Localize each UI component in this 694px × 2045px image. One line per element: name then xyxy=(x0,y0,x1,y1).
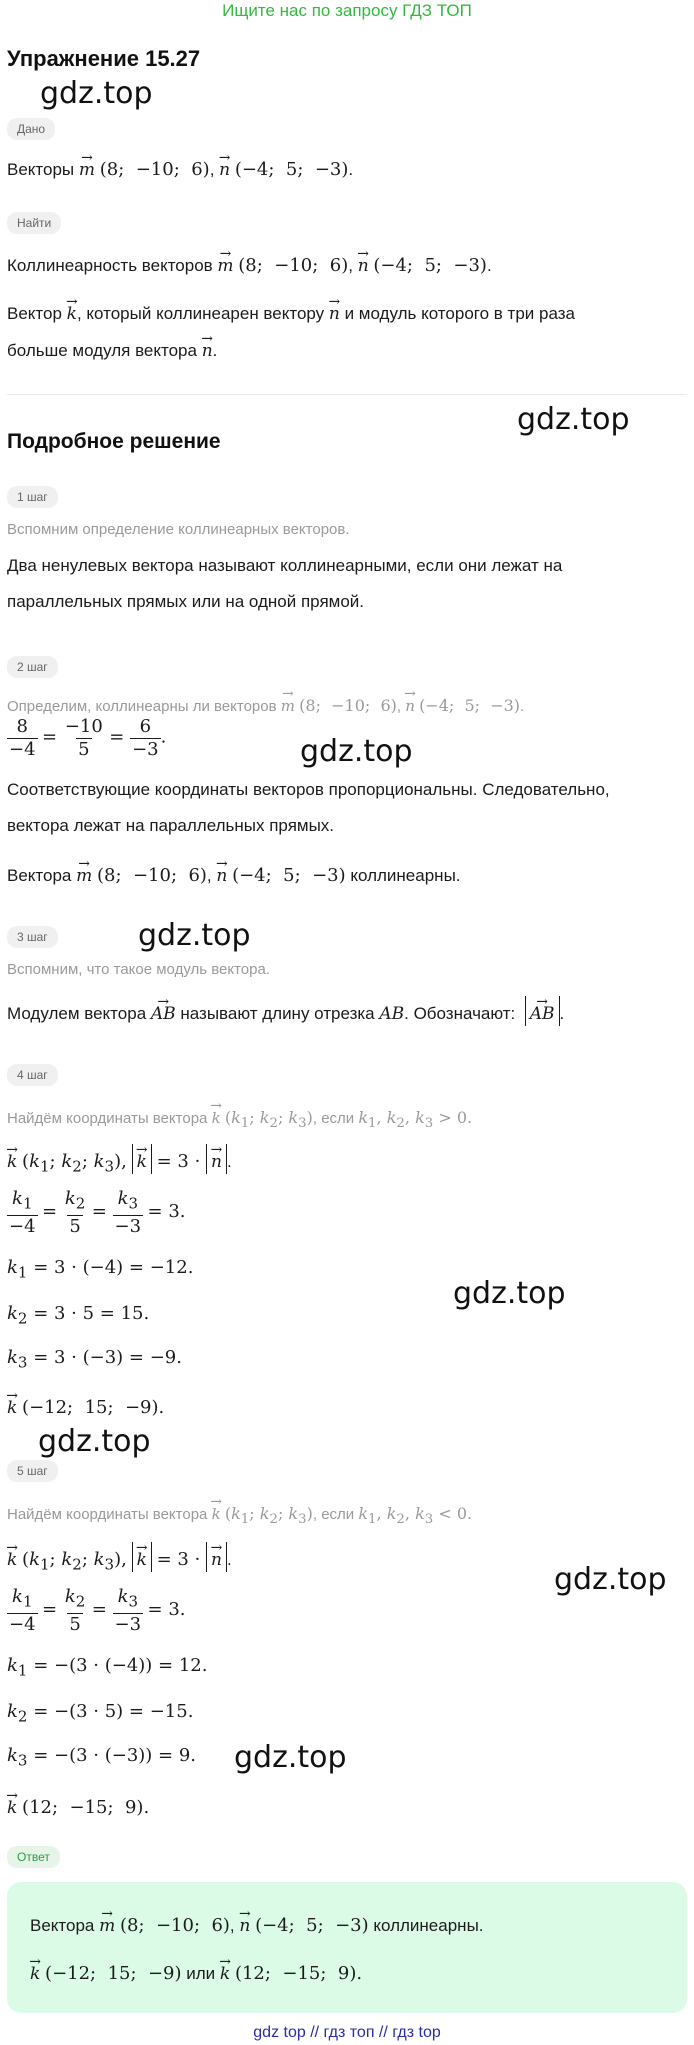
find-badge: Найти xyxy=(7,212,61,234)
step-2-badge: 2 шаг xyxy=(7,656,58,678)
watermark: gdz.top xyxy=(40,76,153,111)
step-4-line-2: $\frac{k_1}{-4}$ = $\frac{k_2}{5}$ = $\frac{k_3}{-3}$ = 3. xyxy=(9,1188,186,1237)
step-4-line-4: $k_2 = 3 \cdot 5 = 15$. xyxy=(7,1303,150,1328)
find-vector-k: Вектор → k, который коллинеарен вектору → n и модуль которого в три раза xyxy=(7,296,575,326)
answer-badge: Ответ xyxy=(7,1846,60,1868)
step-4-line-6: → k (−12; 15; −9). xyxy=(7,1390,164,1420)
watermark: gdz.top xyxy=(38,1424,151,1459)
step-5-badge: 5 шаг xyxy=(7,1460,58,1482)
step-5-line-2: $\frac{k_1}{-4}$ = $\frac{k_2}{5}$ = $\frac{k_3}{-3}$ = 3. xyxy=(9,1586,186,1635)
step-5-line-3: $k_1 = -(3 \cdot (-4)) = 12$. xyxy=(7,1655,208,1680)
step-4-hint: Найдём координаты вектора → k ($k_1$; $k_2$; $k_3$), если $k_1$, $k_2$, $k_3 > 0$. xyxy=(7,1100,472,1136)
step-5-line-6: → k (12; −15; 9). xyxy=(7,1790,149,1820)
watermark: gdz.top xyxy=(554,1562,667,1597)
watermark: gdz.top xyxy=(300,734,413,769)
step-4-line-5: $k_3 = 3 \cdot (-3) = -9$. xyxy=(7,1347,182,1372)
step-3-text: Модулем вектора → AB называют длину отрезка AB. Обозначают: → AB . xyxy=(7,996,564,1026)
step-2-hint: Определим, коллинеарны ли векторов → m (8; −10; 6), → n (−4; 5; −3). xyxy=(7,688,524,719)
step-1-text: Два ненулевых вектора называют коллинеарными, если они лежат на xyxy=(7,556,563,575)
find-vector-k-2: больше модуля вектора → n. xyxy=(7,333,217,363)
solution-title: Подробное решение xyxy=(7,430,221,453)
given-text: Векторы → m (8; −10; 6), → n (−4; 5; −3). xyxy=(7,152,353,182)
divider xyxy=(7,394,687,395)
answer-line-1: Вектора → m (8; −10; 6), → n (−4; 5; −3) коллинеарны. xyxy=(30,1908,484,1938)
step-4-line-3: $k_1 = 3 \cdot (-4) = -12$. xyxy=(7,1257,194,1282)
watermark: gdz.top xyxy=(234,1740,347,1775)
exercise-title: Упражнение 15.27 xyxy=(7,46,201,71)
step-2-proportion: $\frac{8}{-4}$ = $\frac{-10}{5}$ = $\frac{6}{-3}$ . xyxy=(9,716,167,760)
watermark: gdz.top xyxy=(138,918,251,953)
step-5-line-4: $k_2 = -(3 \cdot 5) = -15$. xyxy=(7,1701,194,1726)
step-1-hint: Вспомним определение коллинеарных векторов. xyxy=(7,521,350,538)
find-collinearity: Коллинеарность векторов → m (8; −10; 6), → n (−4; 5; −3). xyxy=(7,248,492,278)
given-badge: Дано xyxy=(7,118,55,140)
step-4-line-1: → k ($k_1$; $k_2$; $k_3$), → k = 3 · → n . xyxy=(7,1144,232,1179)
step-2-text-2: вектора лежат на параллельных прямых. xyxy=(7,816,335,835)
step-1-text-2: параллельных прямых или на одной прямой. xyxy=(7,592,365,611)
step-2-text: Соответствующие координаты векторов пропорциональны. Следовательно, xyxy=(7,780,610,799)
step-1-badge: 1 шаг xyxy=(7,486,58,508)
watermark: gdz.top xyxy=(453,1276,566,1311)
top-banner[interactable]: Ищите нас по запросу ГДЗ ТОП xyxy=(222,1,472,20)
step-5-hint: Найдём координаты вектора → k ($k_1$; $k_2$; $k_3$), если $k_1$, $k_2$, $k_3 < 0$. xyxy=(7,1496,472,1532)
step-2-conclusion: Вектора → m (8; −10; 6), → n (−4; 5; −3) коллинеарны. xyxy=(7,858,461,888)
answer-line-2: → k (−12; 15; −9) или → k (12; −15; 9). xyxy=(30,1956,362,1986)
step-5-line-1: → k ($k_1$; $k_2$; $k_3$), → k = 3 · → n . xyxy=(7,1542,232,1577)
step-3-badge: 3 шаг xyxy=(7,926,58,948)
watermark: gdz.top xyxy=(517,402,630,437)
footer-links[interactable]: gdz top // гдз топ // гдз top xyxy=(253,2024,441,2041)
step-5-line-5: $k_3 = -(3 \cdot (-3)) = 9$. xyxy=(7,1745,197,1770)
step-4-badge: 4 шаг xyxy=(7,1064,58,1086)
step-3-hint: Вспомним, что такое модуль вектора. xyxy=(7,961,270,978)
